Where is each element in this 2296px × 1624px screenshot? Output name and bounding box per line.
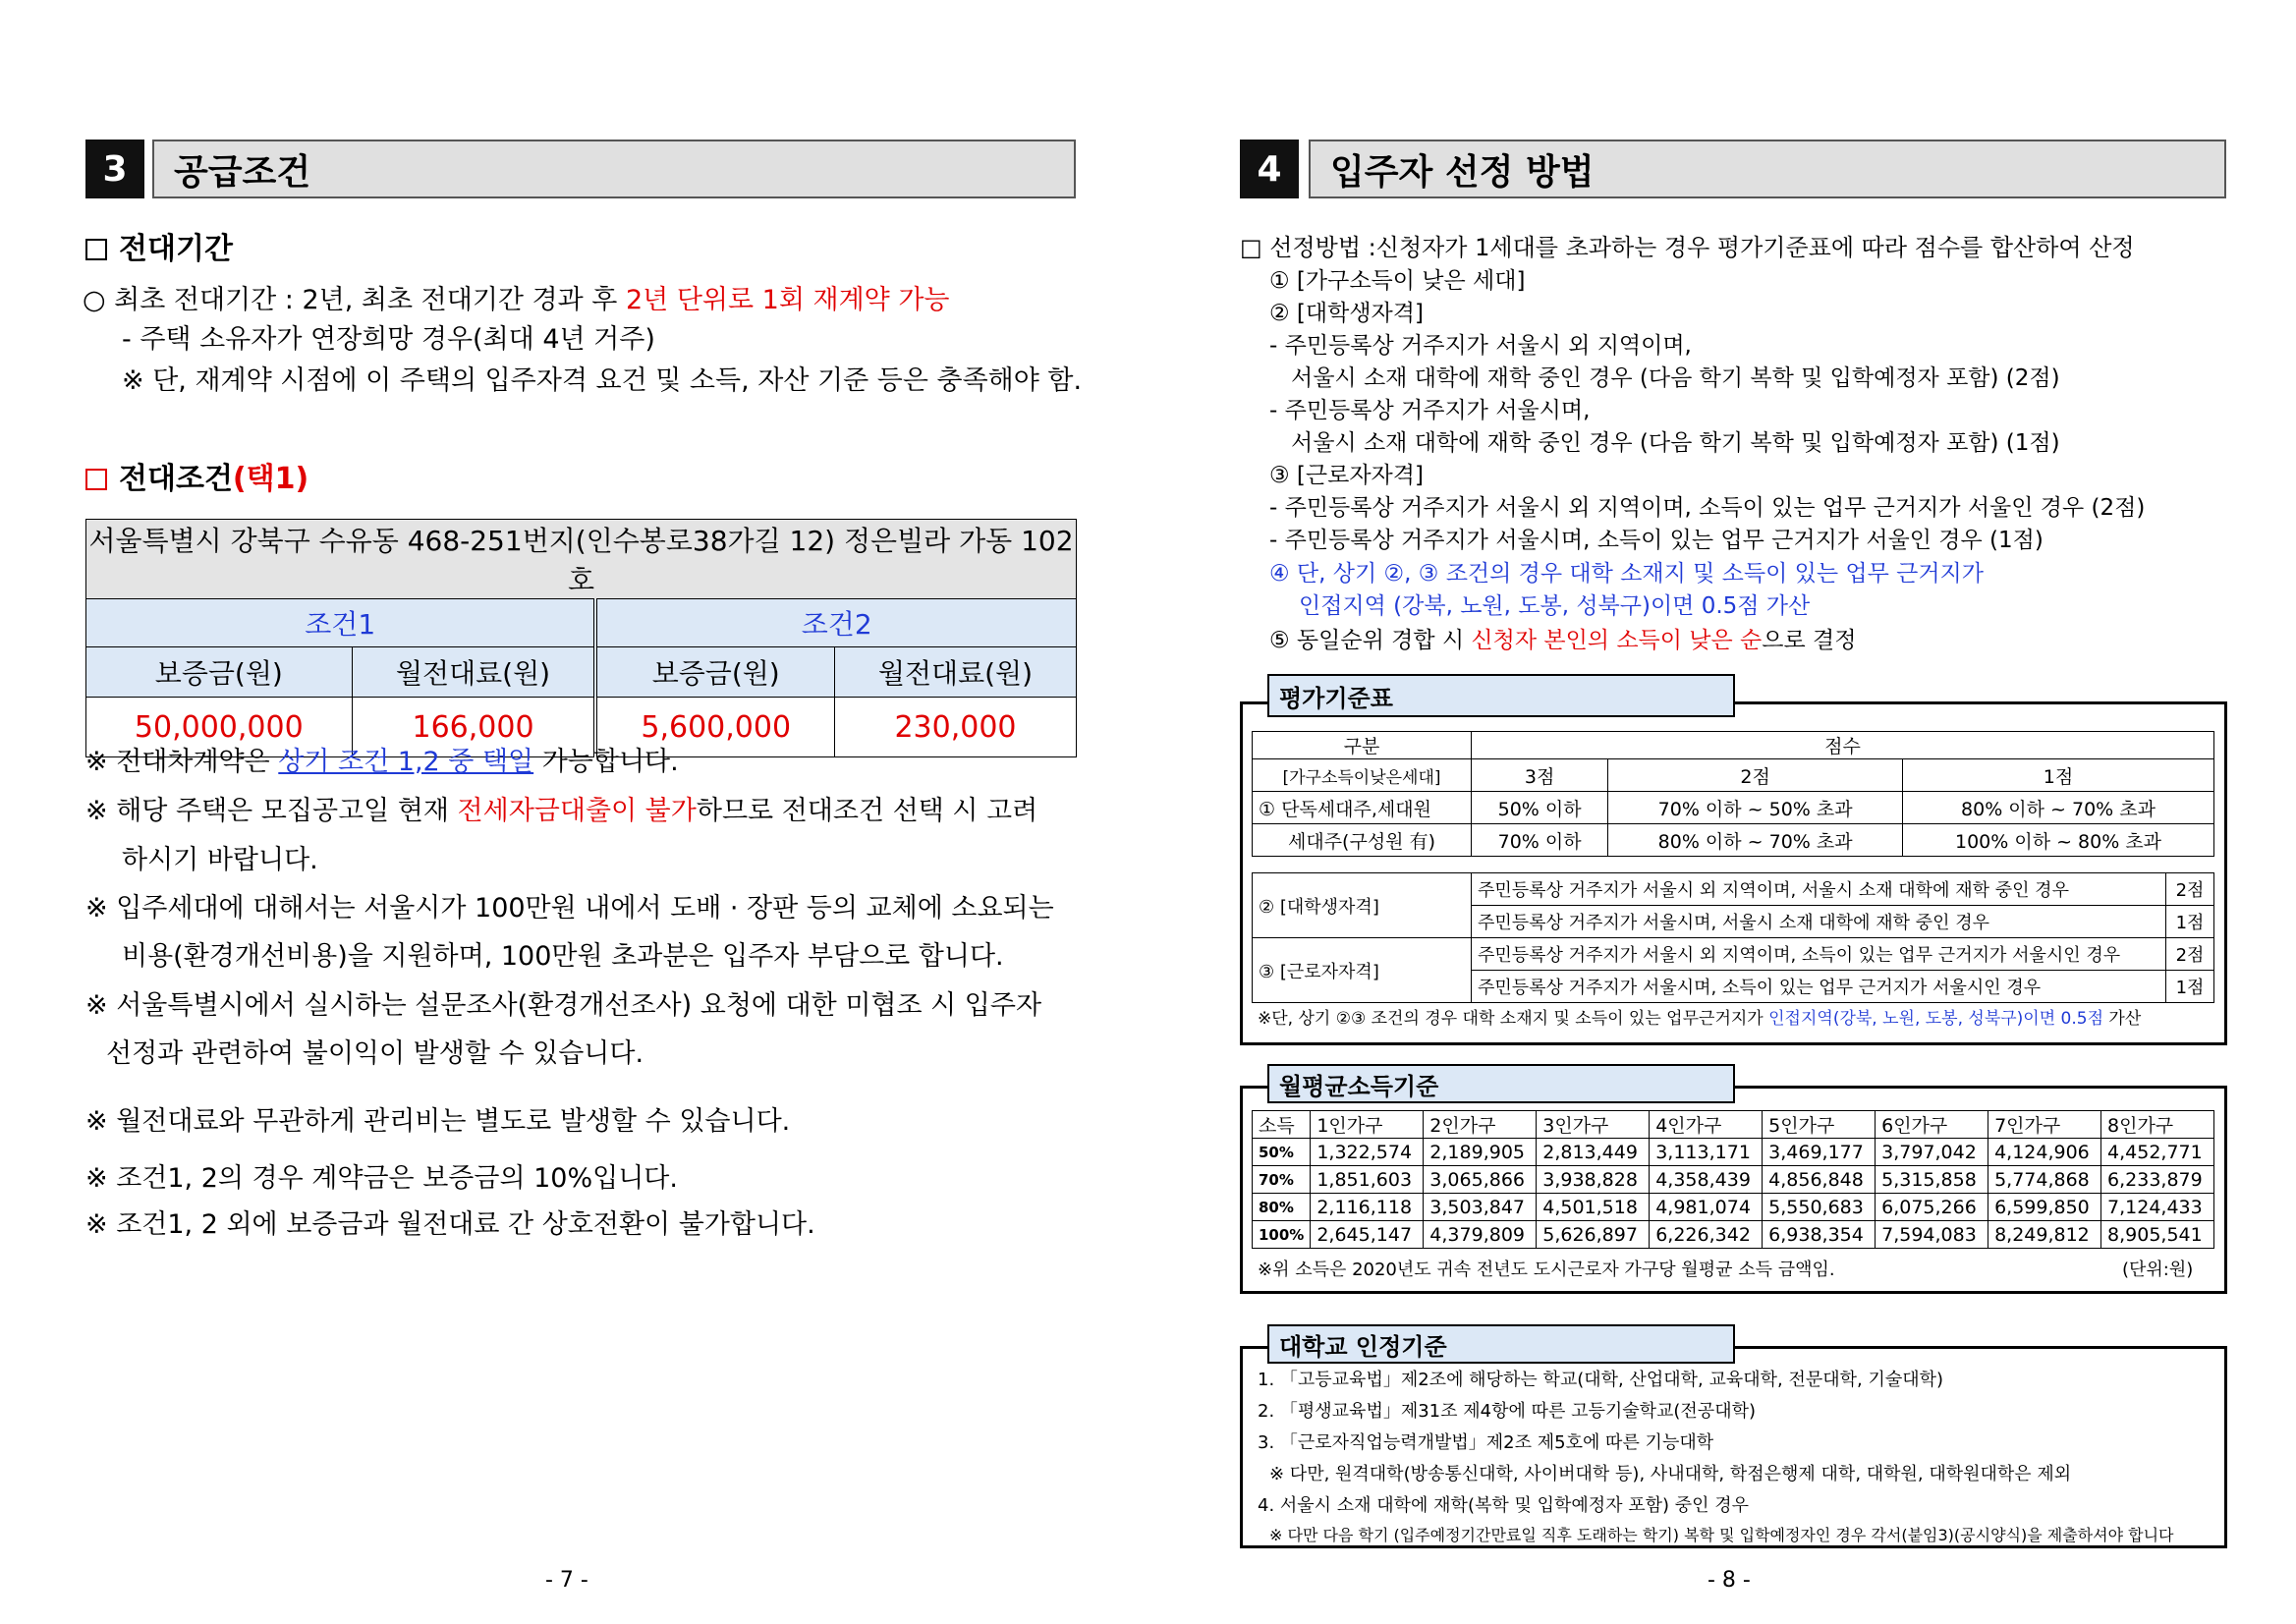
note-1: ※ 전대차계약은 상기 조건 1,2 중 택일 가능합니다. <box>85 747 679 777</box>
item-4-cont: 인접지역 (강북, 노원, 도봉, 성북구)이면 0.5점 가산 <box>1299 593 1811 619</box>
item-2-b: - 주민등록상 거주지가 서울시며, <box>1269 398 1591 423</box>
item-3-a: - 주민등록상 거주지가 서울시 외 지역이며, 소득이 있는 업무 근거지가 서울인 경우 (2점) <box>1269 495 2146 521</box>
income-cell: 5,550,683 <box>1763 1194 1876 1221</box>
income-cell: 4,358,439 <box>1650 1166 1763 1194</box>
section-number-4: 4 <box>1240 140 1299 198</box>
eval-criteria-table <box>1252 872 2214 1003</box>
deposit-value-2: 5,600,000 <box>595 698 834 757</box>
income-row <box>1253 1139 2214 1166</box>
note-1-link: 상기 조건 1,2 중 택일 <box>278 747 534 777</box>
income-row <box>1253 1221 2214 1249</box>
univ-line-4: ※ 다만, 원격대학(방송통신대학, 사이버대학 등), 사내대학, 학점은행제 대학, 대학원, 대학원대학은 제외 <box>1269 1464 2072 1484</box>
eval-head-3: 70% 이하 <box>1472 824 1608 857</box>
income-header-row <box>1253 1111 2214 1139</box>
eval-worker-score: 1점 <box>2166 971 2214 1003</box>
item-2-a: - 주민등록상 거주지가 서울시 외 지역이며, <box>1269 333 1692 359</box>
eval-student-score: 2점 <box>2166 873 2214 906</box>
income-row-label: 70% <box>1253 1166 1311 1194</box>
note-3: ※ 입주세대에 대해서는 서울시가 100만원 내에서 도배 · 장판 등의 교체에 소요되는 <box>85 893 1054 924</box>
condition-1-header: 조건1 <box>86 599 596 647</box>
income-cell: 3,503,847 <box>1424 1194 1537 1221</box>
income-header: 2인가구 <box>1424 1111 1537 1139</box>
income-tab: 월평균소득기준 <box>1267 1064 1735 1103</box>
income-cell: 4,856,848 <box>1763 1166 1876 1194</box>
deposit-header: 보증금(원) <box>595 647 834 698</box>
eval-worker-score: 2점 <box>2166 938 2214 971</box>
page-number-right: - 8 - <box>1708 1568 1751 1593</box>
income-row-label: 80% <box>1253 1194 1311 1221</box>
eval-single-label: ① 단독세대주,세대원 <box>1253 792 1472 824</box>
eval-worker-row: 주민등록상 거주지가 서울시며, 소득이 있는 업무 근거지가 서울시인 경우 <box>1472 971 2166 1003</box>
income-header: 6인가구 <box>1876 1111 1988 1139</box>
eval-score-3: 3점 <box>1472 759 1608 792</box>
deposit-header: 보증금(원) <box>86 647 353 698</box>
item-1: ① [가구소득이 낮은 세대] <box>1269 268 1526 294</box>
item-2: ② [대학생자격] <box>1269 301 1424 326</box>
checkbox-icon <box>85 469 107 490</box>
rent-value-2: 230,000 <box>834 698 1076 757</box>
income-cell: 2,189,905 <box>1424 1139 1537 1166</box>
section-title-supply: 공급조건 <box>152 140 1076 198</box>
item-3-b: - 주민등록상 거주지가 서울시며, 소득이 있는 업무 근거지가 서울인 경우 (1점) <box>1269 528 2044 553</box>
income-cell: 4,452,771 <box>2101 1139 2214 1166</box>
eval-student-row: 주민등록상 거주지가 서울시며, 서울시 소재 대학에 재학 중인 경우 <box>1472 906 2166 938</box>
period-heading: 전대기간 <box>85 224 233 267</box>
eval-student-label: ② [대학생자격] <box>1253 873 1472 938</box>
page-number-left: - 7 - <box>545 1568 588 1593</box>
sublease-conditions-table <box>85 519 1077 757</box>
income-cell: 8,249,812 <box>1988 1221 2101 1249</box>
income-cell: 3,065,866 <box>1424 1166 1537 1194</box>
note-2-cont: 하시기 바랍니다. <box>122 845 318 875</box>
income-cell: 5,774,868 <box>1988 1166 2101 1194</box>
item-2-b-cont: 서울시 소재 대학에 재학 중인 경우 (다음 학기 복학 및 입학예정자 포함) (1점) <box>1291 430 2060 456</box>
income-cell: 6,233,879 <box>2101 1166 2214 1194</box>
income-cell: 4,124,906 <box>1988 1139 2101 1166</box>
section-title-selection: 입주자 선정 방법 <box>1309 140 2226 198</box>
note-3-cont: 비용(환경개선비용)을 지원하며, 100만원 초과분은 입주자 부담으로 합니다. <box>122 941 1004 972</box>
income-row <box>1253 1194 2214 1221</box>
cond-heading: 전대조건(택1) <box>85 454 308 497</box>
eval-tab: 평가기준표 <box>1267 674 1735 717</box>
eval-head-label: 세대주(구성원 有) <box>1253 824 1472 857</box>
income-cell: 4,501,518 <box>1537 1194 1650 1221</box>
eval-head-2: 80% 이하 ~ 70% 초과 <box>1608 824 1903 857</box>
note-6: ※ 조건1, 2의 경우 계약금은 보증금의 10%입니다. <box>85 1163 678 1194</box>
item-3: ③ [근로자자격] <box>1269 463 1424 488</box>
income-cell: 6,599,850 <box>1988 1194 2101 1221</box>
income-cell: 1,851,603 <box>1311 1166 1424 1194</box>
note-2: ※ 해당 주택은 모집공고일 현재 전세자금대출이 불가하므로 전대조건 선택 시 고려 <box>85 796 1038 826</box>
rent-header: 월전대료(원) <box>352 647 595 698</box>
note-4-cont: 선정과 관련하여 불이익이 발생할 수 있습니다. <box>106 1038 644 1069</box>
income-header: 소득 <box>1253 1111 1311 1139</box>
income-header: 5인가구 <box>1763 1111 1876 1139</box>
income-header: 8인가구 <box>2101 1111 2214 1139</box>
income-cell: 3,113,171 <box>1650 1139 1763 1166</box>
eval-single-3: 50% 이하 <box>1472 792 1608 824</box>
condition-2-header: 조건2 <box>595 599 1076 647</box>
income-cell: 7,594,083 <box>1876 1221 1988 1249</box>
eval-score-header: 점수 <box>1472 732 2214 759</box>
rent-header: 월전대료(원) <box>834 647 1076 698</box>
univ-line-2: 2. 「평생교육법」제31조 제4항에 따른 고등기술학교(전공대학) <box>1258 1401 1756 1422</box>
income-header: 3인가구 <box>1537 1111 1650 1139</box>
eval-worker-row: 주민등록상 거주지가 서울시 외 지역이며, 소득이 있는 업무 근거지가 서울시인 경우 <box>1472 938 2166 971</box>
eval-single-1: 80% 이하 ~ 70% 초과 <box>1903 792 2214 824</box>
section-number-3: 3 <box>85 140 144 198</box>
eval-head-1: 100% 이하 ~ 80% 초과 <box>1903 824 2214 857</box>
income-row-label: 100% <box>1253 1221 1311 1249</box>
eval-income-label: [가구소득이낮은세대] <box>1253 759 1472 792</box>
note-5: ※ 월전대료와 무관하게 관리비는 별도로 발생할 수 있습니다. <box>85 1106 791 1137</box>
item-2-a-cont: 서울시 소재 대학에 재학 중인 경우 (다음 학기 복학 및 입학예정자 포함) (2점) <box>1291 365 2060 391</box>
income-header: 4인가구 <box>1650 1111 1763 1139</box>
income-row-label: 50% <box>1253 1139 1311 1166</box>
univ-line-6: ※ 다만 다음 학기 (입주예정기간만료일 직후 도래하는 학기) 복학 및 입학예정자인 경우 각서(붙임3)(공시양식)을 제출하셔야 합니다 <box>1269 1526 2174 1544</box>
univ-line-5: 4. 서울시 소재 대학에 재학(복학 및 입학예정자 포함) 중인 경우 <box>1258 1495 1750 1516</box>
income-cell: 8,905,541 <box>2101 1221 2214 1249</box>
eval-table <box>1252 731 2214 857</box>
eval-gubun-header: 구분 <box>1253 732 1472 759</box>
deposit-value-1: 50,000,000 <box>86 698 353 757</box>
item-5: ⑤ 동일순위 경합 시 신청자 본인의 소득이 낮은 순으로 결정 <box>1269 628 1857 653</box>
income-cell: 5,315,858 <box>1876 1166 1988 1194</box>
eval-score-2: 2점 <box>1608 759 1903 792</box>
income-cell: 7,124,433 <box>2101 1194 2214 1221</box>
income-table <box>1252 1110 2214 1249</box>
univ-line-3: 3. 「근로자직업능력개발법」제2조 제5호에 따른 기능대학 <box>1258 1432 1714 1453</box>
method-line: □ 선정방법 :신청자가 1세대를 초과하는 경우 평가기준표에 따라 점수를 합산하여 산정 <box>1240 234 2135 261</box>
income-cell: 2,813,449 <box>1537 1139 1650 1166</box>
income-cell: 5,626,897 <box>1537 1221 1650 1249</box>
eval-footnote: ※단, 상기 ②③ 조건의 경우 대학 소재지 및 소득이 있는 업무근거지가 인접지역(강북, 노원, 도봉, 성북구)이면 0.5점 가산 <box>1258 1009 2142 1029</box>
address-cell: 서울특별시 강북구 수유동 468-251번지(인수봉로38가길 12) 정은빌라 가동 102호 <box>86 520 1077 599</box>
income-cell: 6,075,266 <box>1876 1194 1988 1221</box>
income-cell: 4,379,809 <box>1424 1221 1537 1249</box>
eval-worker-label: ③ [근로자자격] <box>1253 938 1472 1003</box>
period-line-1: ○ 최초 전대기간 : 2년, 최초 전대기간 경과 후 2년 단위로 1회 재계약 가능 <box>83 285 950 315</box>
income-cell: 4,981,074 <box>1650 1194 1763 1221</box>
income-header: 1인가구 <box>1311 1111 1424 1139</box>
income-cell: 6,226,342 <box>1650 1221 1763 1249</box>
note-7: ※ 조건1, 2 외에 보증금과 월전대료 간 상호전환이 불가합니다. <box>85 1209 815 1240</box>
income-cell: 1,322,574 <box>1311 1139 1424 1166</box>
income-row <box>1253 1166 2214 1194</box>
income-header: 7인가구 <box>1988 1111 2101 1139</box>
income-cell: 2,645,147 <box>1311 1221 1424 1249</box>
income-cell: 3,469,177 <box>1763 1139 1876 1166</box>
eval-score-1: 1점 <box>1903 759 2214 792</box>
income-cell: 3,938,828 <box>1537 1166 1650 1194</box>
income-cell: 2,116,118 <box>1311 1194 1424 1221</box>
univ-tab: 대학교 인정기준 <box>1267 1324 1735 1364</box>
income-cell: 6,938,354 <box>1763 1221 1876 1249</box>
checkbox-icon <box>85 239 107 260</box>
eval-student-row: 주민등록상 거주지가 서울시 외 지역이며, 서울시 소재 대학에 재학 중인 경우 <box>1472 873 2166 906</box>
period-line-2: - 주택 소유자가 연장희망 경우(최대 4년 거주) <box>122 324 655 355</box>
eval-single-2: 70% 이하 ~ 50% 초과 <box>1608 792 1903 824</box>
item-4: ④ 단, 상기 ②, ③ 조건의 경우 대학 소재지 및 소득이 있는 업무 근거지가 <box>1269 561 1984 587</box>
income-cell: 3,797,042 <box>1876 1139 1988 1166</box>
univ-line-1: 1. 「고등교육법」제2조에 해당하는 학교(대학, 산업대학, 교육대학, 전문대학, 기술대학) <box>1258 1370 1944 1390</box>
eval-student-score: 1점 <box>2166 906 2214 938</box>
note-4: ※ 서울특별시에서 실시하는 설문조사(환경개선조사) 요청에 대한 미협조 시 입주자 <box>85 990 1042 1021</box>
rent-value-1: 166,000 <box>352 698 595 757</box>
income-unit: (단위:원) <box>2122 1260 2194 1280</box>
income-note: ※위 소득은 2020년도 귀속 전년도 도시근로자 가구당 월평균 소득 금액임. <box>1258 1260 1835 1280</box>
period-line-3: ※ 단, 재계약 시점에 이 주택의 입주자격 요건 및 소득, 자산 기준 등은 충족해야 함. <box>122 365 1083 396</box>
